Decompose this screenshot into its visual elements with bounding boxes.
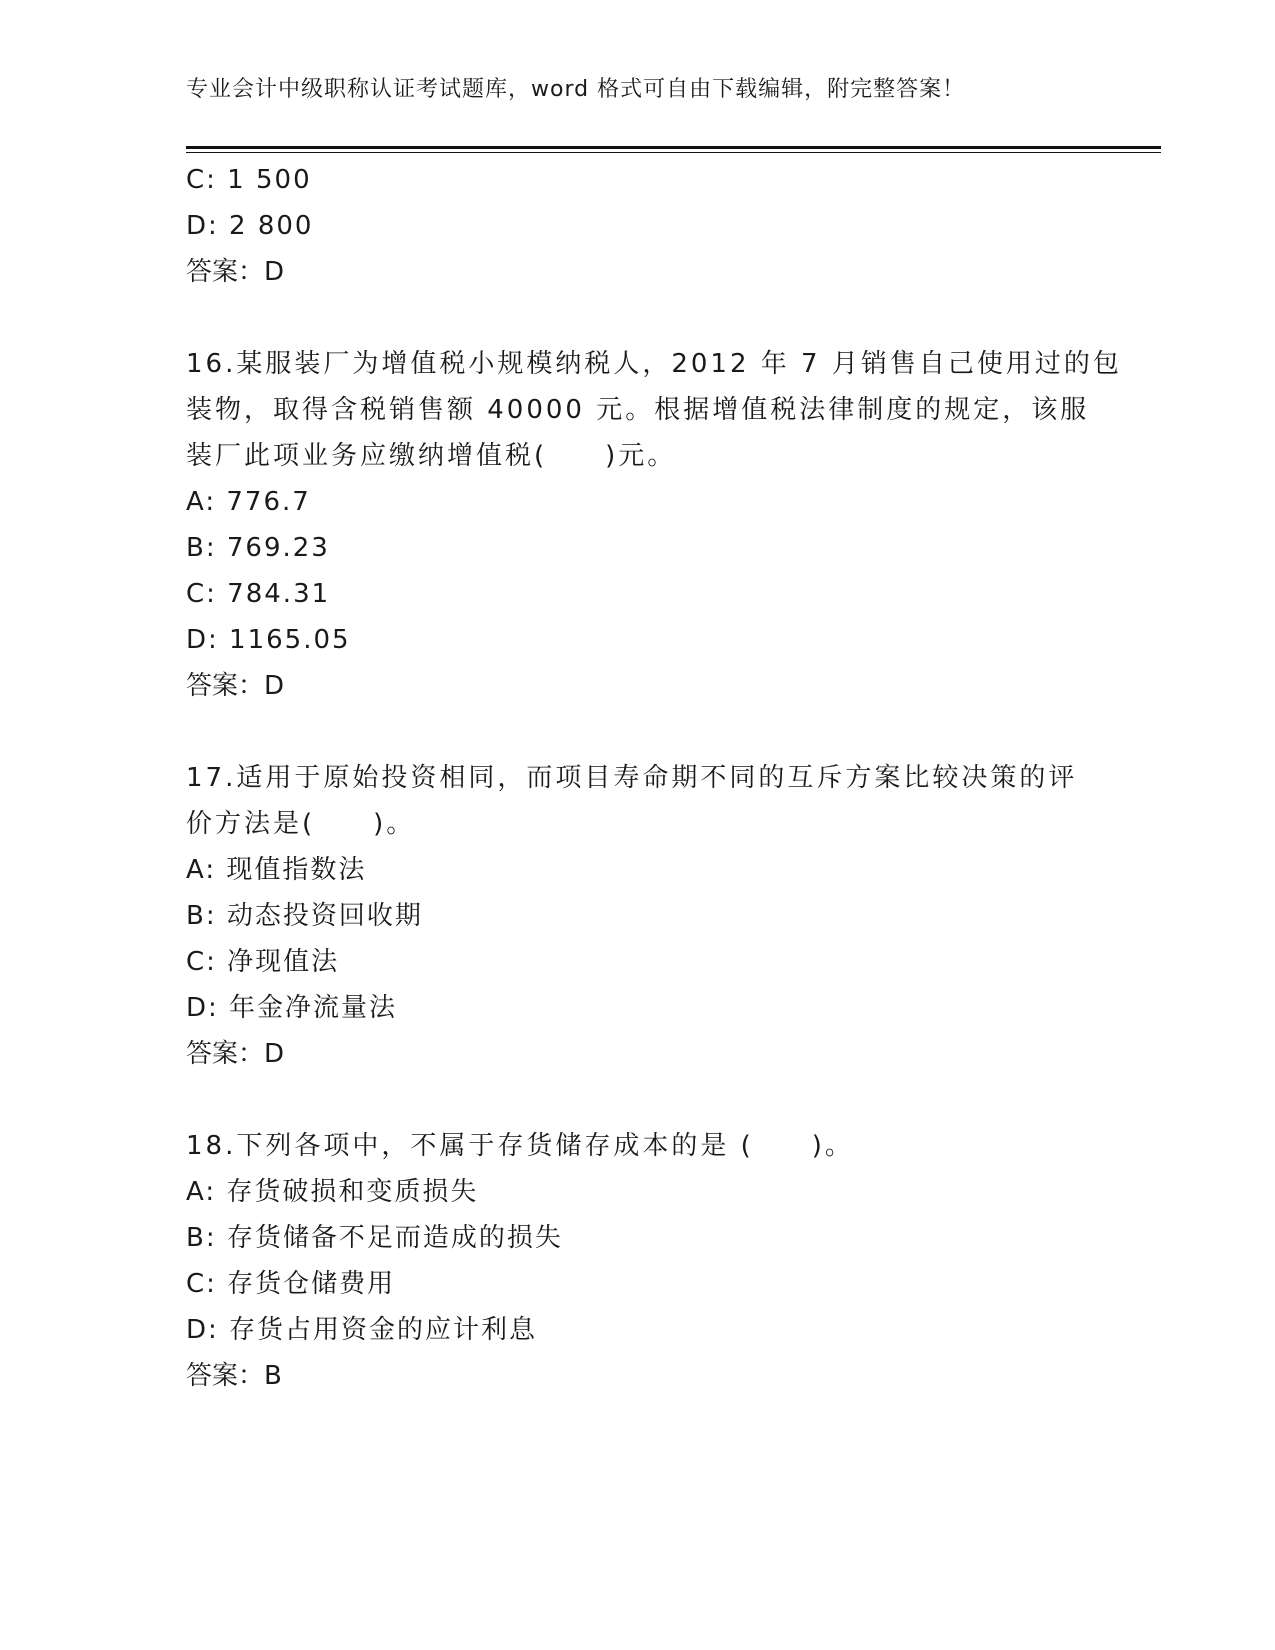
spacer <box>186 295 1086 341</box>
question-16 <box>186 341 1122 709</box>
option-b: B: 存货储备不足而造成的损失 <box>186 1223 563 1253</box>
option-a: A: 存货破损和变质损失 <box>186 1177 479 1207</box>
answer-line: 答案：D <box>186 257 285 287</box>
option-b: B: 动态投资回收期 <box>186 901 423 931</box>
header-rule-thick <box>186 146 1161 149</box>
question-17 <box>186 755 1086 1077</box>
page-header: 专业会计中级职称认证考试题库，word 格式可自由下载编辑，附完整答案！ <box>186 77 966 102</box>
option-d: D: 存货占用资金的应计利息 <box>186 1315 538 1345</box>
option-c: C: 净现值法 <box>186 947 340 977</box>
option-a: A: 现值指数法 <box>186 855 367 885</box>
document-body <box>186 157 1122 1399</box>
spacer <box>186 1077 1086 1123</box>
question-stem-line: 装厂此项业务应缴纳增值税( )元。 <box>186 441 677 471</box>
question-stem-line: 价方法是( )。 <box>186 809 416 839</box>
question-stem-line: 装物，取得含税销售额 40000 元。根据增值税法律制度的规定，该服 <box>186 395 1090 425</box>
answer-line: 答案：B <box>186 1361 282 1391</box>
option-d: D: 2 800 <box>186 211 314 241</box>
option-c: C: 1 500 <box>186 165 312 195</box>
previous-question-tail <box>186 157 1086 295</box>
question-stem-line: 17.适用于原始投资相同，而项目寿命期不同的互斥方案比较决策的评 <box>186 763 1078 793</box>
option-a: A: 776.7 <box>186 487 311 517</box>
option-c: C: 存货仓储费用 <box>186 1269 396 1299</box>
spacer <box>186 709 1086 755</box>
option-b: B: 769.23 <box>186 533 330 563</box>
answer-line: 答案：D <box>186 671 285 701</box>
header-rule-thin <box>186 152 1161 153</box>
question-stem-line: 16.某服装厂为增值税小规模纳税人，2012 年 7 月销售自己使用过的包 <box>186 349 1122 379</box>
option-d: D: 年金净流量法 <box>186 993 398 1023</box>
question-18 <box>186 1123 1086 1399</box>
question-stem-line: 18.下列各项中，不属于存货储存成本的是 ( )。 <box>186 1131 854 1161</box>
option-d: D: 1165.05 <box>186 625 351 655</box>
option-c: C: 784.31 <box>186 579 331 609</box>
answer-line: 答案：D <box>186 1039 285 1069</box>
